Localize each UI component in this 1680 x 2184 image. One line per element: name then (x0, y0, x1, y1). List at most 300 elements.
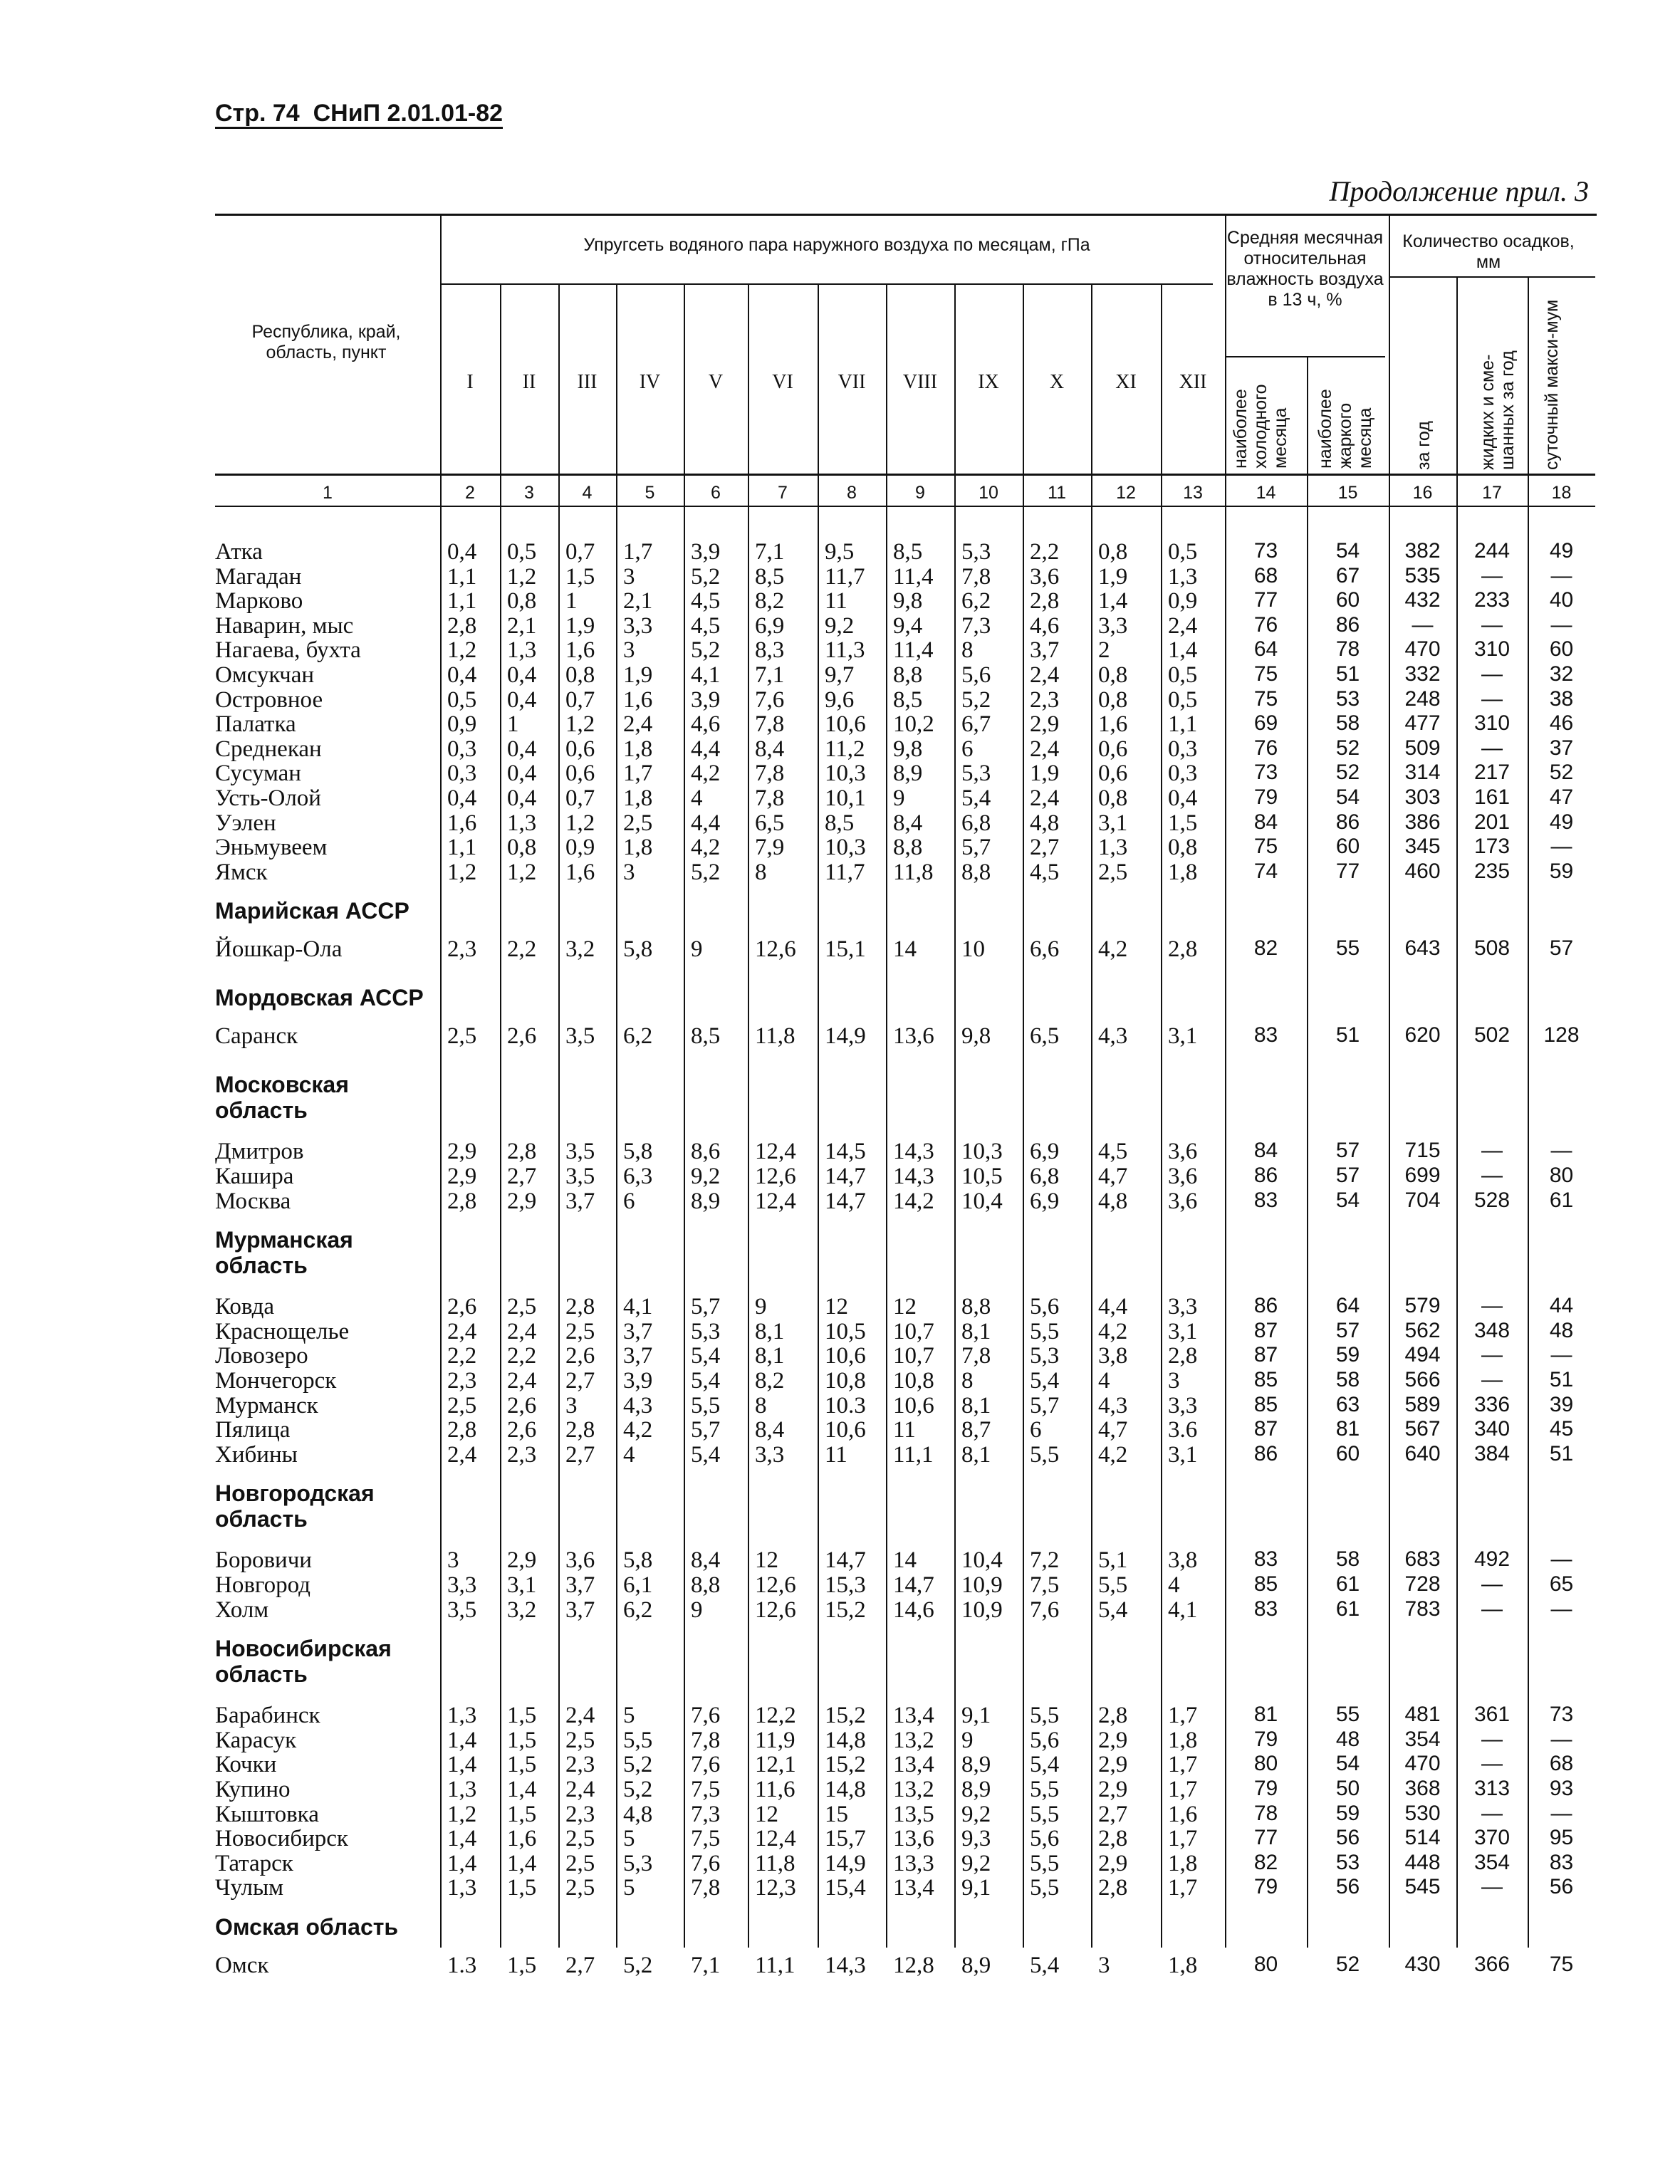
data-cell: 4,5 (1098, 1139, 1128, 1165)
data-cell: 4,5 (1030, 859, 1060, 885)
data-cell: 0,8 (1098, 785, 1128, 811)
column-number: 2 (465, 483, 475, 503)
data-cell: — (1550, 1727, 1572, 1751)
data-cell: 11 (893, 1417, 916, 1443)
data-cell: 7,5 (691, 1826, 721, 1852)
data-cell: 5,4 (1030, 1752, 1060, 1778)
data-cell: 3 (447, 1547, 459, 1574)
column-number: 4 (582, 483, 593, 503)
data-cell: — (1481, 1727, 1503, 1751)
place-name: Кыштовка (215, 1801, 319, 1827)
data-cell: 10.3 (825, 1392, 866, 1418)
data-cell: 3,1 (1168, 1318, 1198, 1344)
table-row (0, 1777, 1680, 1802)
data-cell: 0,4 (507, 736, 537, 762)
data-cell: 44 (1549, 1294, 1574, 1318)
month-heading: II (522, 371, 536, 393)
data-cell: 2,6 (565, 1343, 595, 1369)
data-cell: 161 (1473, 785, 1511, 809)
data-cell: 0,9 (1168, 588, 1198, 615)
data-cell: 5,5 (691, 1392, 721, 1418)
data-cell: 55 (1335, 936, 1360, 961)
data-cell: 8,9 (893, 761, 923, 787)
data-cell: 1,2 (447, 637, 477, 664)
data-cell: 10,7 (893, 1318, 934, 1344)
data-cell: 5,4 (1030, 1953, 1060, 1978)
data-cell: 620 (1404, 1023, 1441, 1047)
data-cell: 2,5 (447, 1023, 477, 1050)
table-row (0, 810, 1680, 835)
data-cell: — (1550, 1597, 1572, 1621)
data-cell: 1,2 (507, 563, 537, 590)
data-cell: 9 (961, 1727, 974, 1753)
data-cell: 0,5 (507, 539, 537, 565)
column-number: 8 (847, 483, 857, 503)
data-cell: 3.6 (1168, 1417, 1198, 1443)
data-cell: — (1550, 1139, 1572, 1163)
place-name: Сусуман (215, 761, 301, 787)
month-heading: IX (978, 371, 999, 393)
data-cell: 15 (825, 1801, 848, 1827)
data-cell: 54 (1335, 785, 1360, 809)
data-cell: — (1481, 1597, 1503, 1621)
data-cell: 683 (1404, 1547, 1441, 1572)
month-heading: XII (1179, 371, 1207, 393)
data-cell: 1,8 (623, 835, 653, 861)
data-cell: 494 (1404, 1343, 1441, 1367)
data-cell: 1,6 (507, 1826, 537, 1852)
data-cell: 5,3 (691, 1318, 721, 1344)
humidity-subrule (1225, 356, 1385, 357)
data-cell: 1,1 (447, 835, 477, 861)
data-cell: 5,3 (1030, 1343, 1060, 1369)
data-cell: 2,6 (507, 1023, 537, 1050)
place-name: Карасук (215, 1727, 297, 1753)
column-rule (684, 283, 685, 1948)
precip-heading: Количество осадков, мм (1402, 231, 1575, 272)
data-cell: 9,8 (893, 588, 923, 615)
data-cell: 1,7 (1168, 1752, 1198, 1778)
data-cell: 39 (1549, 1392, 1574, 1416)
place-name: Мурманск (215, 1392, 318, 1418)
table-row (0, 1752, 1680, 1777)
data-cell: 14,3 (825, 1953, 866, 1978)
data-cell: 52 (1549, 761, 1574, 785)
data-cell: 10,8 (893, 1368, 934, 1394)
table-row (0, 1023, 1680, 1048)
data-cell: 244 (1473, 539, 1511, 563)
data-cell: 1,9 (623, 662, 653, 688)
data-cell: 3,6 (1168, 1188, 1198, 1214)
table-row (0, 1547, 1680, 1572)
column-rule (558, 283, 560, 1948)
data-cell: 12,8 (893, 1953, 934, 1978)
data-cell: 2,1 (623, 588, 653, 615)
data-cell: 2,7 (565, 1441, 595, 1468)
data-cell: 10,3 (825, 835, 866, 861)
data-cell: 448 (1404, 1850, 1441, 1874)
data-cell: 3,1 (1168, 1023, 1198, 1050)
data-cell: — (1481, 1752, 1503, 1776)
data-cell: 2,8 (565, 1417, 595, 1443)
data-cell: 502 (1473, 1023, 1511, 1047)
data-cell: 4,7 (1098, 1417, 1128, 1443)
data-cell: 59 (1549, 859, 1574, 883)
data-cell: 14,7 (825, 1188, 866, 1214)
data-cell: 14 (893, 936, 917, 963)
data-cell: 5 (623, 1875, 635, 1901)
data-cell: 128 (1543, 1023, 1580, 1047)
data-cell: 47 (1549, 785, 1574, 809)
data-cell: 12 (755, 1801, 778, 1827)
column-number: 18 (1551, 483, 1572, 503)
data-cell: 5,6 (1030, 1727, 1060, 1753)
data-cell: 1,3 (447, 1875, 477, 1901)
data-cell: 7,8 (755, 761, 785, 787)
data-cell: 5,2 (691, 859, 721, 885)
column-number: 7 (778, 483, 788, 503)
data-cell: 85 (1253, 1392, 1278, 1416)
data-cell: — (1481, 563, 1503, 587)
data-cell: 15,7 (825, 1826, 866, 1852)
data-cell: 5,4 (1030, 1368, 1060, 1394)
data-cell: 15,2 (825, 1703, 866, 1729)
data-cell: 345 (1404, 835, 1441, 859)
table-row (0, 736, 1680, 761)
data-cell: 366 (1473, 1953, 1511, 1976)
data-cell: 2,6 (447, 1294, 477, 1320)
table-row (0, 539, 1680, 564)
data-cell: 7,5 (1030, 1572, 1060, 1598)
table-row (0, 588, 1680, 613)
data-cell: 7,1 (755, 539, 785, 565)
data-cell: 12 (755, 1547, 778, 1574)
table-row (0, 1343, 1680, 1368)
data-cell: 10,6 (825, 1343, 866, 1369)
data-cell: 514 (1404, 1826, 1441, 1850)
month-heading: VII (838, 371, 866, 393)
data-cell: 6,2 (623, 1023, 653, 1050)
data-cell: 3,8 (1168, 1547, 1198, 1574)
data-cell: 8,1 (755, 1318, 785, 1344)
data-cell: 8,4 (755, 1417, 785, 1443)
data-cell: 0,4 (447, 539, 477, 565)
data-cell: 2,9 (1098, 1777, 1128, 1802)
data-cell: 0,3 (1168, 761, 1198, 787)
data-cell: 0,7 (565, 539, 595, 565)
data-cell: 10,1 (825, 785, 866, 811)
data-cell: 56 (1335, 1875, 1360, 1899)
data-cell: 60 (1549, 637, 1574, 662)
data-cell: 11,8 (755, 1850, 795, 1876)
data-cell: 1,9 (565, 612, 595, 639)
column-rule (1161, 283, 1162, 1948)
data-cell: 5,2 (623, 1953, 653, 1978)
data-cell: 7,8 (755, 785, 785, 811)
data-cell: 2,8 (447, 1188, 477, 1214)
data-cell: 12,6 (755, 1164, 796, 1189)
data-cell: 14,7 (825, 1164, 866, 1189)
data-cell: 2,6 (507, 1417, 537, 1443)
data-cell: 9,3 (961, 1826, 991, 1852)
column-number: 3 (524, 483, 534, 503)
data-cell: 12,6 (755, 936, 796, 963)
data-cell: 1,6 (565, 637, 595, 664)
data-cell: 2,5 (565, 1850, 595, 1876)
data-cell: 3 (1168, 1368, 1180, 1394)
data-cell: 2 (1098, 637, 1110, 664)
data-cell: 0,4 (507, 761, 537, 787)
data-cell: 8,9 (691, 1188, 721, 1214)
month-heading: VI (772, 371, 793, 393)
data-cell: 8,1 (961, 1392, 991, 1418)
data-cell: 12,3 (755, 1875, 796, 1901)
data-cell: 1,4 (447, 1850, 477, 1876)
data-cell: 7,6 (755, 686, 785, 713)
data-cell: 1 (507, 711, 519, 738)
data-cell: 4,1 (691, 662, 721, 688)
table-row (0, 1368, 1680, 1393)
data-cell: — (1550, 835, 1572, 859)
data-cell: 1,5 (507, 1801, 537, 1827)
data-cell: 4,6 (691, 711, 721, 738)
data-cell: 4,2 (691, 761, 721, 787)
data-cell: — (1481, 1368, 1503, 1391)
data-cell: 1,1 (447, 588, 477, 615)
data-cell: 5,4 (961, 785, 991, 811)
column-number: 13 (1183, 483, 1203, 503)
data-cell: — (1481, 686, 1503, 711)
data-cell: 54 (1335, 539, 1360, 563)
data-cell: 4,4 (691, 736, 721, 762)
place-name: Омсукчан (215, 662, 315, 688)
data-cell: 14,6 (893, 1597, 934, 1623)
table-row (0, 1188, 1680, 1213)
table-row (0, 1728, 1680, 1752)
data-cell: 528 (1473, 1188, 1511, 1212)
data-cell: 370 (1473, 1826, 1511, 1850)
data-cell: 0,8 (1098, 539, 1128, 565)
data-cell: 8,9 (961, 1953, 991, 1978)
data-cell: 579 (1404, 1294, 1441, 1318)
data-cell: 2,5 (447, 1392, 477, 1418)
data-cell: 715 (1404, 1139, 1441, 1163)
column-rule (1528, 276, 1529, 1948)
data-cell: 5,2 (623, 1777, 653, 1802)
data-cell: 38 (1549, 686, 1574, 711)
place-name: Купино (215, 1777, 291, 1802)
data-cell: 45 (1549, 1417, 1574, 1441)
data-cell: 5,6 (1030, 1294, 1060, 1320)
data-cell: 2,7 (1030, 835, 1060, 861)
data-cell: 7,3 (961, 612, 991, 639)
data-cell: 1,4 (447, 1826, 477, 1852)
data-cell: 0,5 (1168, 662, 1198, 688)
data-cell: 55 (1335, 1703, 1360, 1727)
place-name: Уэлен (215, 810, 276, 836)
data-cell: 3,3 (1168, 1392, 1198, 1418)
table-row (0, 936, 1680, 961)
column-number: 1 (323, 483, 333, 503)
data-cell: 3 (623, 563, 635, 590)
data-cell: 10,6 (825, 1417, 866, 1443)
data-cell: 14,8 (825, 1777, 866, 1802)
data-cell: 2,4 (1030, 785, 1060, 811)
data-cell: 85 (1253, 1572, 1278, 1596)
data-cell: 0,5 (1168, 686, 1198, 713)
place-name: Эньмувеем (215, 835, 328, 861)
data-cell: 1,3 (1168, 563, 1198, 590)
data-cell: 9,6 (825, 686, 855, 713)
data-cell: 8,1 (755, 1343, 785, 1369)
column-rule (818, 283, 819, 1948)
data-cell: 11,8 (755, 1023, 795, 1050)
data-cell: 2,4 (623, 711, 653, 738)
data-cell: 60 (1335, 588, 1360, 612)
data-cell: 12,4 (755, 1139, 796, 1165)
data-cell: 83 (1253, 1188, 1278, 1212)
column-rule (954, 283, 956, 1948)
data-cell: 8,7 (961, 1417, 991, 1443)
data-cell: 48 (1335, 1727, 1360, 1751)
data-cell: 7,8 (961, 1343, 991, 1369)
data-cell: 10,4 (961, 1188, 1003, 1214)
data-cell: 3,9 (691, 686, 721, 713)
data-cell: 310 (1473, 637, 1511, 662)
data-cell: 14,5 (825, 1139, 866, 1165)
data-cell: 7,6 (691, 1752, 721, 1778)
column-number: 11 (1048, 483, 1066, 503)
data-cell: 14,3 (893, 1139, 934, 1165)
data-cell: 1,8 (623, 736, 653, 762)
data-cell: 11,9 (755, 1727, 795, 1753)
table-row (0, 1294, 1680, 1319)
data-cell: 74 (1253, 859, 1278, 883)
data-cell: 508 (1473, 936, 1511, 961)
data-cell: 699 (1404, 1164, 1441, 1187)
data-cell: 248 (1404, 686, 1441, 711)
table-row (0, 1826, 1680, 1851)
table-row (0, 1953, 1680, 1977)
data-cell: 2,9 (507, 1547, 537, 1574)
place-name: Мончегорск (215, 1368, 337, 1394)
region-heading: Омская область (215, 1914, 399, 1940)
place-name: Краснощелье (215, 1318, 350, 1344)
data-cell: 5,1 (1098, 1547, 1128, 1574)
data-cell: 0,9 (565, 835, 595, 861)
data-cell: 1,7 (623, 539, 653, 565)
data-cell: 348 (1473, 1318, 1511, 1342)
data-cell: 76 (1253, 736, 1278, 760)
data-cell: 2,2 (507, 1343, 537, 1369)
data-cell: 384 (1473, 1441, 1511, 1465)
data-cell: 51 (1335, 662, 1360, 686)
data-cell: 5,5 (1030, 1441, 1060, 1468)
data-cell: 60 (1335, 1441, 1360, 1465)
data-cell: 54 (1335, 1188, 1360, 1212)
data-cell: 8,2 (755, 588, 785, 615)
data-cell: 49 (1549, 810, 1574, 834)
data-cell: 8 (961, 637, 974, 664)
table-row (0, 1851, 1680, 1876)
data-cell: 2,4 (565, 1703, 595, 1729)
data-cell: 1,5 (507, 1875, 537, 1901)
data-cell: 201 (1473, 810, 1511, 834)
region-heading: Новгородская область (215, 1480, 375, 1532)
data-cell: 61 (1335, 1572, 1360, 1596)
data-cell: 6,2 (961, 588, 991, 615)
data-cell: 5,3 (623, 1850, 653, 1876)
data-cell: 1,5 (507, 1703, 537, 1729)
table-row (0, 761, 1680, 785)
data-cell: 0,6 (565, 761, 595, 787)
pr-year-heading: за год (1414, 421, 1434, 470)
data-cell: 233 (1473, 588, 1511, 612)
data-cell: 1,9 (1030, 761, 1060, 787)
data-cell: 11,7 (825, 859, 865, 885)
pr-liquid-heading: жидких и сме-шанных за год (1478, 350, 1518, 470)
data-cell: 1,6 (623, 686, 653, 713)
column-rule (616, 283, 617, 1948)
data-cell: 11 (825, 588, 847, 615)
data-cell: 5,2 (623, 1752, 653, 1778)
table-row (0, 1319, 1680, 1344)
data-cell: 11,4 (893, 637, 934, 664)
data-cell: 9 (893, 785, 905, 811)
data-cell: 354 (1404, 1727, 1441, 1751)
place-name: Пялица (215, 1417, 291, 1443)
place-name: Кочки (215, 1752, 277, 1778)
data-cell: 3,9 (623, 1368, 653, 1394)
data-cell: 1,6 (1168, 1801, 1198, 1827)
data-cell: 368 (1404, 1777, 1441, 1800)
data-cell: 0,4 (447, 662, 477, 688)
place-name: Чулым (215, 1875, 284, 1901)
data-cell: 7,3 (691, 1801, 721, 1827)
data-cell: 13,6 (893, 1826, 934, 1852)
column-number: 9 (915, 483, 925, 503)
data-cell: 8 (755, 1392, 767, 1418)
data-cell: 5,5 (1030, 1850, 1060, 1876)
column-number: 12 (1116, 483, 1136, 503)
data-cell: 1,6 (565, 859, 595, 885)
data-cell: 8,9 (961, 1777, 991, 1802)
hum-cold-heading: наиболее холодного месяца (1231, 384, 1290, 469)
data-cell: 93 (1549, 1777, 1574, 1800)
data-cell: 5,4 (691, 1368, 721, 1394)
data-cell: 1,1 (447, 563, 477, 590)
region-heading: Мордовская АССР (215, 985, 424, 1011)
data-cell: 2,3 (447, 1368, 477, 1394)
data-cell: 470 (1404, 637, 1441, 662)
data-cell: 5,3 (961, 761, 991, 787)
data-cell: 3,7 (565, 1572, 595, 1598)
data-cell: 53 (1335, 686, 1360, 711)
data-cell: 5,7 (1030, 1392, 1060, 1418)
region-heading: Марийская АССР (215, 898, 409, 924)
data-cell: 6,5 (755, 810, 785, 836)
data-cell: 8,9 (961, 1752, 991, 1778)
data-cell: 0,4 (507, 662, 537, 688)
data-cell: 1,6 (447, 810, 477, 836)
data-cell: 75 (1549, 1953, 1574, 1976)
data-cell: 8,4 (755, 736, 785, 762)
column-number: 10 (979, 483, 998, 503)
data-cell: 5,5 (1030, 1875, 1060, 1901)
data-cell: 9,1 (961, 1875, 991, 1901)
data-cell: 5,8 (623, 1139, 653, 1165)
month-heading: IV (639, 371, 661, 393)
